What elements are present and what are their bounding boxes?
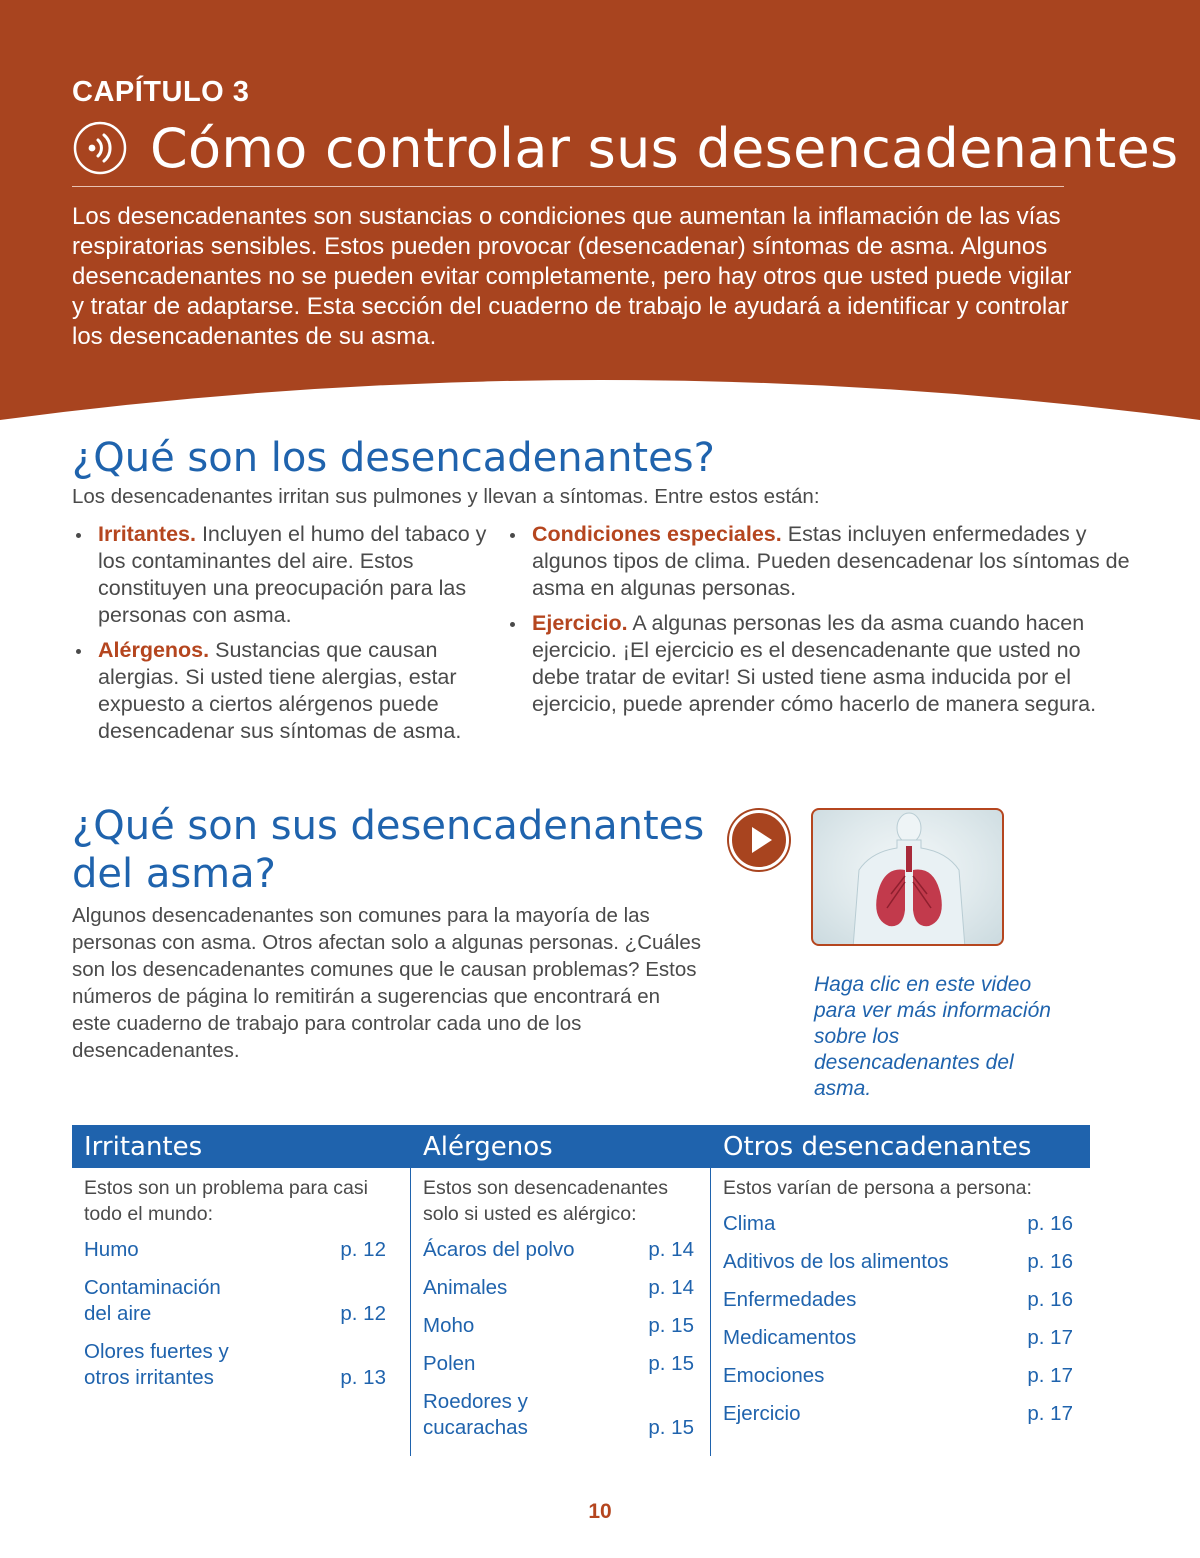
column-note: Estos son desencadenantes solo si usted es alérgico: [423,1177,669,1225]
table-row [423,1351,694,1377]
bullet-irritants [72,521,502,629]
page-number: 10 [588,1500,612,1523]
section-lead: Los desencadenantes irritan sus pulmones y llevan a síntomas. Entre estos están: [72,485,820,508]
column-note: Estos varían de persona a persona: [723,1177,1032,1199]
bullet-list-right [506,521,1132,726]
page-ref: p. 15 [648,1314,694,1337]
page-ref: p. 16 [1027,1250,1073,1273]
bullet-term: Condiciones especiales. [532,522,782,546]
table-row [84,1339,386,1391]
trigger-name: Olores fuertes y otros irritantes [84,1340,229,1389]
chapter-intro: Los desencadenantes son sustancias o condiciones que aumentan la inflamación de las vías respiratorias sensibles. Estos pueden provocar (desencadenar) síntomas de asma. Algunos desencadenantes no se pueden evitar completamente, pero hay otros que usted puede vigilar y tratar de adaptarse. Esta sección del cuaderno de trabajo le ayudará a identificar y controlar los desencadenantes de su asma. [72,203,1072,350]
table-row [723,1401,1073,1427]
table-row [723,1211,1073,1237]
table-row [84,1237,386,1263]
column-divider [710,1168,711,1456]
page-ref: p. 17 [1027,1364,1073,1387]
page-ref: p. 12 [340,1302,386,1325]
page-ref: p. 13 [340,1366,386,1389]
bullet-term: Alérgenos. [98,638,210,662]
trigger-name: Animales [423,1276,508,1299]
trigger-name: Roedores y cucarachas [423,1390,528,1439]
table-row [723,1249,1073,1275]
trigger-name: Emociones [723,1364,825,1387]
table-row [723,1287,1073,1313]
heading-line-1: ¿Qué son sus desencadenantes [72,803,705,849]
audio-play-icon[interactable] [72,120,128,176]
trigger-name: Medicamentos [723,1326,857,1349]
page-ref: p. 14 [648,1238,694,1261]
trigger-name: Clima [723,1212,776,1235]
trigger-name: Polen [423,1352,476,1375]
bullet-exercise [506,610,1132,718]
trigger-name: Contaminación del aire [84,1276,221,1325]
trigger-name: Ácaros del polvo [423,1238,575,1261]
play-icon [732,813,786,867]
section-heading-your-triggers [72,802,704,898]
bullet-text: Incluyen el humo del tabaco y los contaminantes del aire. Estos constituyen una preocupación para las personas con asma. [98,522,487,627]
bullet-text: Estas incluyen enfermedades y algunos tipos de clima. Pueden desencadenar los síntomas de asma en algunas personas. [532,522,1130,600]
title-divider [72,186,1064,187]
table-row [84,1275,386,1327]
page-ref: p. 12 [340,1238,386,1261]
chapter-title-row [72,110,1178,186]
bullet-term: Ejercicio. [532,611,628,635]
page-ref: p. 16 [1027,1288,1073,1311]
bullet-term: Irritantes. [98,522,196,546]
trigger-name: Humo [84,1238,139,1261]
column-note: Estos son un problema para casi todo el mundo: [84,1177,368,1225]
heading-line-2: del asma? [72,851,276,897]
table-row [423,1313,694,1339]
video-thumbnail[interactable] [811,808,1004,946]
page-ref: p. 17 [1027,1326,1073,1349]
page-ref: p. 17 [1027,1402,1073,1425]
page-ref: p. 14 [648,1276,694,1299]
trigger-name: Ejercicio [723,1402,801,1425]
column-header-other: Otros desencadenantes [723,1132,1032,1162]
chapter-title: Cómo controlar sus desencadenantes [150,116,1179,180]
table-row [423,1389,694,1441]
page-ref: p. 15 [648,1416,694,1439]
page-ref: p. 16 [1027,1212,1073,1235]
table-row [423,1237,694,1263]
table-row [723,1325,1073,1351]
lungs-illustration [813,810,1004,946]
header-curve [0,360,1200,440]
column-header-irritants: Irritantes [84,1132,203,1162]
trigger-name: Enfermedades [723,1288,857,1311]
section-heading-what-are-triggers: ¿Qué son los desencadenantes? [72,435,715,481]
table-row [423,1275,694,1301]
trigger-name: Aditivos de los alimentos [723,1250,949,1273]
trigger-name: Moho [423,1314,475,1337]
bullet-allergens [72,637,502,745]
column-header-allergens: Alérgenos [423,1132,553,1162]
chapter-label: CAPÍTULO 3 [72,76,250,108]
bullet-text: Sustancias que causan alergias. Si usted tiene alergias, estar expuesto a ciertos alérgenos puede desencadenar sus síntomas de asma. [98,638,462,743]
section-body: Algunos desencadenantes son comunes para la mayoría de las personas con asma. Otros afectan solo a algunas personas. ¿Cuáles son los desencadenantes comunes que le causan problemas? Estos números de página lo remitirán a sugerencias que encontrará en este cuaderno de trabajo para controlar cada uno de los desencadenantes. [72,904,702,1062]
bullet-text: A algunas personas les da asma cuando hacen ejercicio. ¡El ejercicio es el desencadenante que usted no debe tratar de evitar! Si usted tiene asma inducida por el ejercicio, puede aprender cómo hacerlo de manera segura. [532,611,1097,716]
video-caption: Haga clic en este video para ver más información sobre los desencadenantes del asma. [814,973,1051,1100]
bullet-special-conditions [506,521,1132,602]
video-play-button[interactable] [729,810,789,870]
page-ref: p. 15 [648,1352,694,1375]
bullet-list-left [72,521,502,753]
column-divider [410,1168,411,1456]
table-row [723,1363,1073,1389]
